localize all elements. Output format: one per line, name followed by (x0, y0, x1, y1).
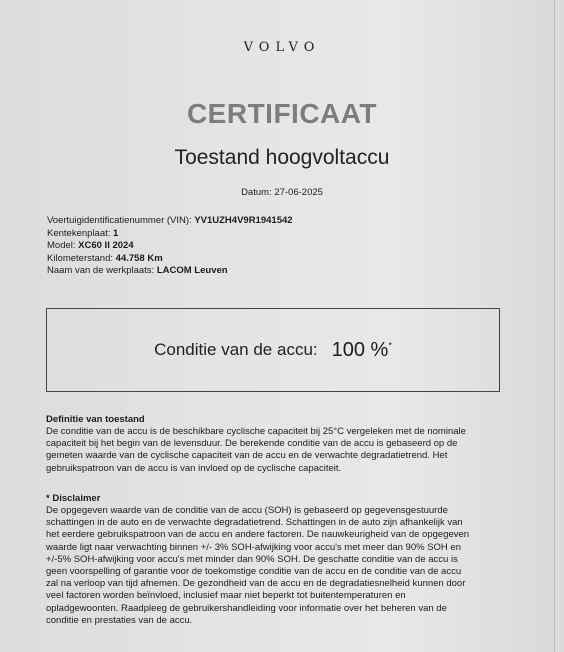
date-row (0, 187, 564, 198)
vin-value: YV1UZH4V9R1941542 (194, 215, 293, 226)
definition-heading: Definitie van toestand (46, 414, 145, 425)
vin-row (47, 215, 293, 228)
disclaimer-line: het eerdere gebruikspatroon van de accu en andere factoren. De nauwkeurigheid van de opgegeven (46, 529, 470, 541)
certificate-title: CERTIFICAAT (186, 98, 378, 129)
definition-line: capaciteit bij het begin van de levensduur. De berekende conditie van de accu is gebaseerd op de (46, 438, 458, 450)
disclaimer-section (46, 493, 526, 627)
condition-box (46, 308, 500, 392)
workshop-label: Naam van de werkplaats: (47, 265, 155, 276)
disclaimer-line: zal na verloop van tijd afnemen. De gezondheid van de accu en de degradatiesnelheid kunnen door (46, 578, 466, 590)
disclaimer-line: veel factoren worden beïnvloed, inclusief maar niet beperkt tot buitentemperaturen en (46, 590, 406, 602)
date-label: Datum: (241, 187, 272, 198)
vin-label: Voertuigidentificatienummer (VIN): (47, 215, 192, 226)
brand-logo: VOLVO (243, 40, 321, 55)
certificate-subtitle: Toestand hoogvoltaccu (174, 146, 390, 169)
definition-section (46, 414, 526, 475)
disclaimer-line: conditie en prestaties van de accu. (46, 614, 193, 626)
model-row (47, 240, 293, 253)
vehicle-info (47, 215, 293, 278)
mileage-value: 44.758 Km (115, 252, 163, 264)
workshop-row (47, 265, 293, 278)
condition-footnote-mark: * (388, 339, 392, 350)
disclaimer-line: schattingen in de auto en de verwachte degradatietrend. Schattingen in de auto zijn afhankelijk van (46, 517, 463, 529)
mileage-row (47, 253, 293, 266)
disclaimer-line: geen voorspelling of garantie voor de toekomstige conditie van de accu en de conditie van de accu (46, 566, 462, 578)
definition-line: gebruikspatroon van de accu is van invloed op de cyclische capaciteit. (46, 462, 342, 474)
model-value: XC60 II 2024 (78, 240, 134, 251)
disclaimer-line: +/-5% SOH-afwijking voor accu's met minder dan 90% SOH. De geschatte conditie van de accu is (46, 553, 458, 565)
plate-label: Kentekenplaat: (47, 227, 111, 239)
disclaimer-line: De opgegeven waarde van de conditie van de accu (SOH) is gebaseerd op gegevensgestuurde (46, 505, 448, 516)
date-value: 27-06-2025 (274, 187, 323, 198)
definition-line: gemeten waarde van de cyclische capaciteit van de accu en de verwachte degradatietrend. Het (46, 450, 448, 462)
workshop-value: LACOM Leuven (156, 265, 228, 276)
disclaimer-heading: * Disclaimer (46, 493, 101, 504)
mileage-label: Kilometerstand: (47, 252, 114, 264)
plate-value: 1 (113, 227, 119, 239)
condition-value (332, 339, 392, 362)
definition-line: De conditie van de accu is de beschikbare cyclische capaciteit bij 25°C vergeleken met de nominale (46, 426, 466, 437)
model-label: Model: (47, 240, 76, 251)
disclaimer-line: opladgewoonten. Raadpleeg de gebruikershandleiding voor informatie over het beheren van de (46, 602, 447, 614)
condition-percentage: 100 % (331, 338, 389, 361)
disclaimer-line: waarde ligt naar verwachting binnen +/- 3% SOH-afwijking voor accu's met meer dan 90% SOH en (46, 541, 461, 553)
condition-label: Conditie van de accu: (154, 340, 318, 359)
plate-row (47, 228, 293, 241)
